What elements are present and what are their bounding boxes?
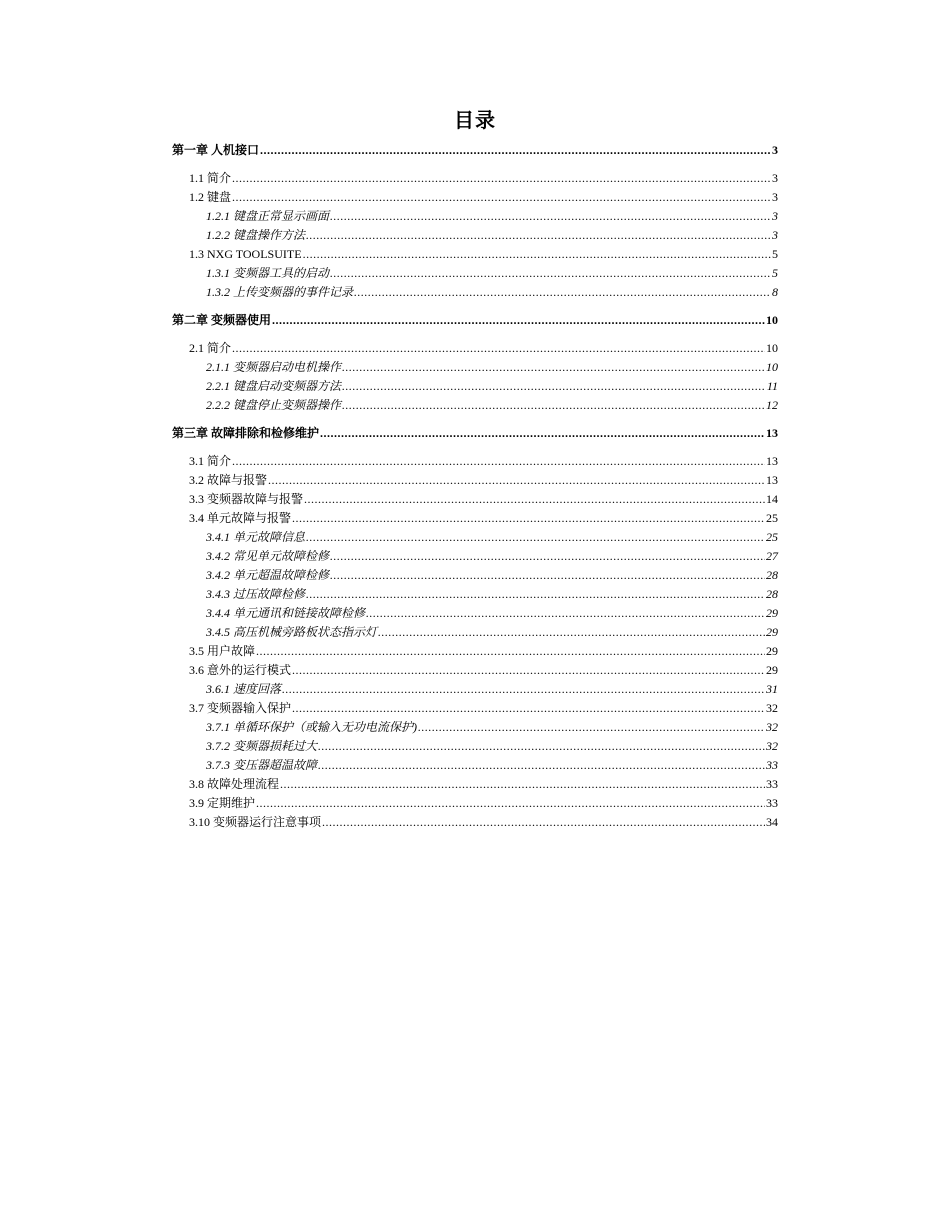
toc-dot-leader	[318, 737, 765, 756]
toc-page-number: 29	[766, 663, 778, 677]
toc-dot-leader	[268, 471, 765, 490]
toc-entry-section[interactable]	[172, 775, 778, 794]
toc-entry-title: 3.4.2 常见单元故障检修	[206, 549, 330, 563]
toc-dot-leader	[322, 813, 765, 832]
toc-page-number: 28	[766, 587, 778, 601]
toc-entry-title: 3.5 用户故障	[189, 644, 256, 658]
toc-page-number: 28	[766, 568, 778, 582]
toc-dot-leader	[306, 585, 765, 604]
toc-page-number: 3	[772, 143, 778, 157]
toc-page-number: 10	[766, 313, 778, 327]
toc-entry-title: 1.2.2 键盘操作方法	[206, 228, 306, 242]
toc-entry-title: 3.2 故障与报警	[189, 473, 268, 487]
toc-entry-chapter[interactable]	[172, 141, 778, 160]
toc-page-number: 14	[766, 492, 778, 506]
toc-entry-title: 3.9 定期维护	[189, 796, 256, 810]
toc-dot-leader	[280, 775, 765, 794]
toc-entry-subsection[interactable]	[172, 737, 778, 756]
toc-entry-title: 1.2 键盘	[189, 190, 232, 204]
toc-dot-leader	[330, 547, 765, 566]
toc-entry-subsection[interactable]	[172, 604, 778, 623]
toc-page-number: 10	[766, 360, 778, 374]
toc-entry-section[interactable]	[172, 169, 778, 188]
toc-dot-leader	[378, 623, 765, 642]
toc-dot-leader	[232, 452, 765, 471]
toc-dot-leader	[306, 226, 771, 245]
table-of-contents	[172, 141, 778, 832]
toc-entry-title: 3.4.1 单元故障信息	[206, 530, 306, 544]
toc-entry-title: 3.6 意外的运行模式	[189, 663, 292, 677]
toc-page-number: 29	[766, 625, 778, 639]
toc-page-number: 5	[772, 266, 778, 280]
toc-entry-title: 第二章 变频器使用	[172, 313, 272, 327]
toc-dot-leader	[342, 377, 766, 396]
toc-entry-title: 3.1 简介	[189, 454, 232, 468]
toc-entry-title: 3.7.3 变压器超温故障	[206, 758, 318, 772]
toc-dot-leader	[303, 245, 771, 264]
toc-dot-leader	[320, 424, 765, 443]
toc-entry-title: 1.2.1 键盘正常显示画面	[206, 209, 330, 223]
toc-entry-section[interactable]	[172, 642, 778, 661]
toc-page-number: 8	[772, 285, 778, 299]
toc-page-number: 33	[766, 777, 778, 791]
toc-page-number: 3	[772, 171, 778, 185]
toc-dot-leader	[354, 283, 771, 302]
toc-entry-section[interactable]	[172, 699, 778, 718]
toc-page-number: 3	[772, 228, 778, 242]
toc-dot-leader	[306, 528, 765, 547]
toc-entry-subsection[interactable]	[172, 528, 778, 547]
toc-entry-title: 1.3.2 上传变频器的事件记录	[206, 285, 354, 299]
toc-entry-section[interactable]	[172, 188, 778, 207]
toc-page-number: 12	[766, 398, 778, 412]
toc-entry-title: 1.3 NXG TOOLSUITE	[189, 247, 302, 261]
toc-page-number: 29	[766, 606, 778, 620]
toc-dot-leader	[304, 490, 765, 509]
toc-dot-leader	[418, 718, 765, 737]
toc-page-number: 34	[766, 815, 778, 829]
toc-entry-title: 3.7.1 单循环保护（或输入无功电流保护)	[206, 720, 417, 734]
toc-page-number: 32	[766, 701, 778, 715]
toc-page-number: 33	[766, 796, 778, 810]
toc-dot-leader	[232, 169, 771, 188]
toc-dot-leader	[366, 604, 765, 623]
toc-entry-subsection[interactable]	[172, 283, 778, 302]
toc-entry-subsection[interactable]	[172, 623, 778, 642]
toc-entry-subsection[interactable]	[172, 547, 778, 566]
toc-entry-subsection[interactable]	[172, 226, 778, 245]
toc-entry-title: 3.3 变频器故障与报警	[189, 492, 304, 506]
toc-entry-section[interactable]	[172, 509, 778, 528]
toc-dot-leader	[342, 358, 765, 377]
toc-page-number: 13	[766, 426, 778, 440]
toc-dot-leader	[330, 264, 771, 283]
toc-dot-leader	[272, 311, 765, 330]
toc-dot-leader	[342, 396, 765, 415]
toc-entry-title: 3.4.4 单元通讯和链接故障检修	[206, 606, 366, 620]
toc-page-number: 11	[766, 379, 778, 393]
toc-entry-subsection[interactable]	[172, 377, 778, 396]
toc-page-number: 13	[766, 473, 778, 487]
toc-dot-leader	[292, 699, 765, 718]
toc-page-number: 32	[766, 720, 778, 734]
toc-dot-leader	[232, 188, 771, 207]
toc-dot-leader	[260, 141, 771, 160]
toc-entry-title: 3.4.2 单元超温故障检修	[206, 568, 330, 582]
toc-entry-section[interactable]	[172, 490, 778, 509]
toc-dot-leader	[292, 509, 765, 528]
toc-entry-title: 3.10 变频器运行注意事项	[189, 815, 322, 829]
toc-dot-leader	[256, 642, 765, 661]
toc-entry-title: 3.7 变频器输入保护	[189, 701, 292, 715]
toc-entry-title: 3.4 单元故障与报警	[189, 511, 292, 525]
toc-page-number: 25	[766, 530, 778, 544]
toc-page-number: 32	[766, 739, 778, 753]
toc-entry-title: 2.2.2 键盘停止变频器操作	[206, 398, 342, 412]
toc-entry-title: 3.7.2 变频器损耗过大	[206, 739, 318, 753]
toc-dot-leader	[330, 207, 771, 226]
toc-entry-title: 3.4.5 高压机械旁路板状态指示灯	[206, 625, 378, 639]
toc-entry-title: 2.1.1 变频器启动电机操作	[206, 360, 342, 374]
toc-entry-title: 第三章 故障排除和检修维护	[172, 426, 320, 440]
toc-dot-leader	[330, 566, 765, 585]
toc-entry-section[interactable]	[172, 245, 778, 264]
toc-page-number: 3	[772, 209, 778, 223]
toc-page-number: 29	[766, 644, 778, 658]
page-title: 目录	[454, 110, 496, 132]
toc-entry-title: 2.2.1 键盘启动变频器方法	[206, 379, 342, 393]
toc-entry-title: 3.4.3 过压故障检修	[206, 587, 306, 601]
toc-entry-subsection[interactable]	[172, 264, 778, 283]
toc-page-number: 10	[766, 341, 778, 355]
toc-page-number: 5	[772, 247, 778, 261]
toc-entry-title: 3.8 故障处理流程	[189, 777, 280, 791]
toc-entry-title: 第一章 人机接口	[172, 143, 260, 157]
toc-page-number: 27	[766, 549, 778, 563]
toc-dot-leader	[282, 680, 765, 699]
toc-entry-subsection[interactable]	[172, 207, 778, 226]
toc-page-number: 13	[766, 454, 778, 468]
toc-page-number: 3	[772, 190, 778, 204]
toc-entry-subsection[interactable]	[172, 585, 778, 604]
toc-entry-title: 2.1 简介	[189, 341, 232, 355]
toc-entry-subsection[interactable]	[172, 396, 778, 415]
toc-entry-section[interactable]	[172, 813, 778, 832]
toc-entry-subsection[interactable]	[172, 756, 778, 775]
toc-dot-leader	[318, 756, 765, 775]
toc-dot-leader	[292, 661, 765, 680]
toc-entry-chapter[interactable]	[172, 311, 778, 330]
toc-entry-title: 1.3.1 变频器工具的启动	[206, 266, 330, 280]
toc-entry-section[interactable]	[172, 471, 778, 490]
toc-entry-title: 1.1 简介	[189, 171, 232, 185]
toc-entry-section[interactable]	[172, 661, 778, 680]
toc-dot-leader	[232, 339, 765, 358]
toc-entry-subsection[interactable]	[172, 718, 778, 737]
toc-page-number: 33	[766, 758, 778, 772]
toc-entry-section[interactable]	[172, 452, 778, 471]
toc-entry-section[interactable]	[172, 794, 778, 813]
toc-entry-subsection[interactable]	[172, 358, 778, 377]
toc-dot-leader	[256, 794, 765, 813]
toc-page-number: 25	[766, 511, 778, 525]
toc-entry-subsection[interactable]	[172, 566, 778, 585]
toc-entry-section[interactable]	[172, 339, 778, 358]
toc-entry-title: 3.6.1 速度回落	[206, 682, 282, 696]
toc-entry-chapter[interactable]	[172, 424, 778, 443]
toc-entry-subsection[interactable]	[172, 680, 778, 699]
toc-page-number: 31	[766, 682, 778, 696]
